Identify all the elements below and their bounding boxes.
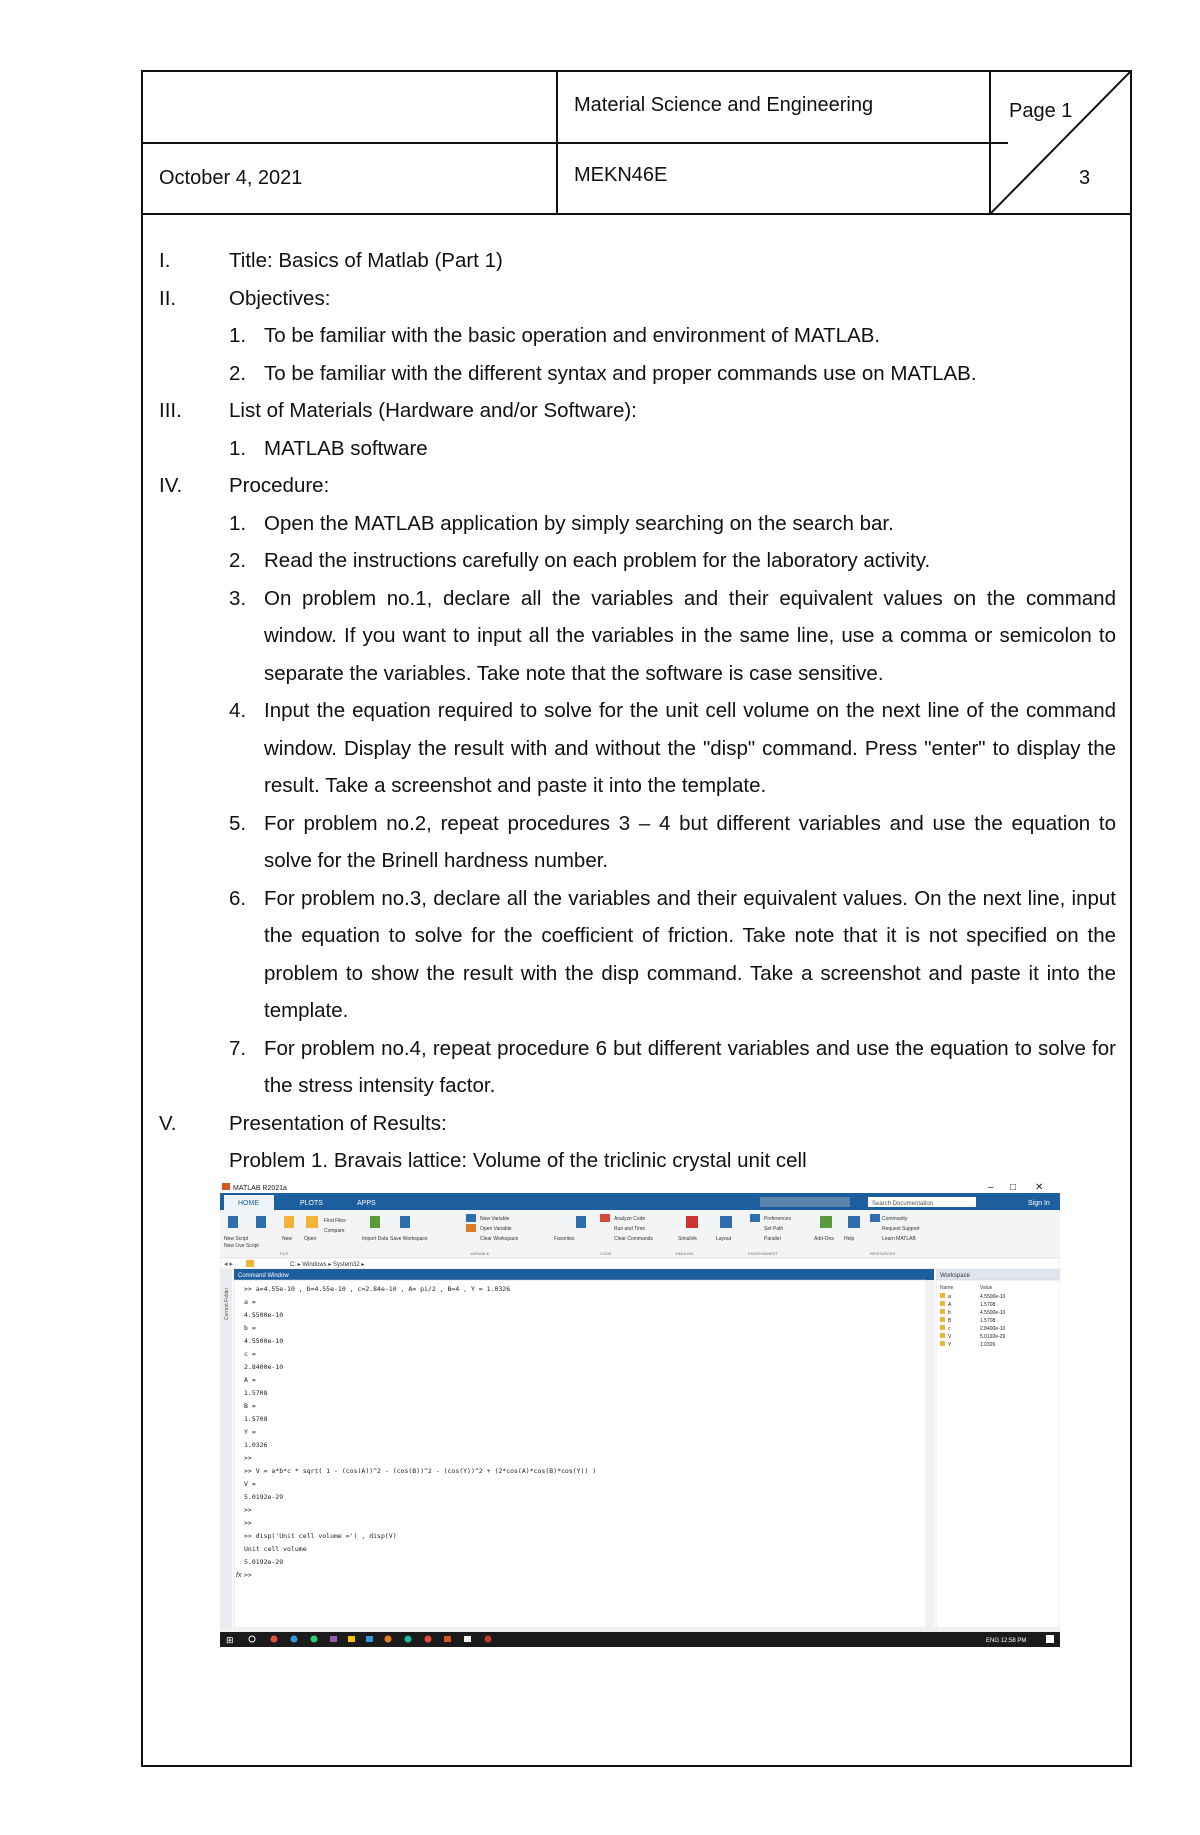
list-text: Input the equation required to solve for the unit cell volume on the next line of the command window. Display the result with and without the "disp" command. Press "enter" to display the result. Take a screenshot and paste it into the template.: [264, 699, 1116, 797]
section-numeral: IV.: [159, 474, 183, 497]
toolbar-analyze-code[interactable]: Analyze Code: [614, 1216, 646, 1222]
console-line: b =: [244, 1324, 256, 1332]
list-item: [143, 1030, 1130, 1105]
console-line: A =: [244, 1376, 256, 1384]
document-body: [143, 242, 1130, 1180]
workspace-panel[interactable]: [936, 1280, 1060, 1628]
toolbar-new[interactable]: New: [282, 1236, 293, 1242]
console-line: Y =: [244, 1428, 256, 1436]
list-number: 4.: [229, 699, 247, 722]
console-line: 5.0192e-29: [244, 1493, 284, 1501]
section-heading: List of Materials (Hardware and/or Software):: [229, 399, 637, 422]
console-line: 1.5708: [244, 1389, 268, 1397]
list-text: For problem no.2, repeat procedures 3 – 4 but different variables and use the equation to solve for the Brinell hardness number.: [264, 811, 1116, 872]
current-path[interactable]: C: ▸ Windows ▸ System32 ▸: [290, 1262, 365, 1268]
workspace-title: Workspace: [940, 1273, 970, 1279]
toolbar-add-ons[interactable]: Add-Ons: [814, 1236, 834, 1242]
matlab-screenshot: [220, 1180, 1060, 1647]
list-item: [143, 355, 1130, 393]
maximize-icon[interactable]: □: [1010, 1182, 1017, 1193]
list-item: [143, 430, 1130, 468]
section-numeral: III.: [159, 399, 182, 422]
toolbar-favorites[interactable]: Favorites: [554, 1236, 575, 1242]
workspace-var-name[interactable]: a: [948, 1294, 951, 1300]
course-name: Material Science and Engineering: [574, 94, 874, 116]
course-code: MEKN46E: [574, 164, 668, 186]
toolbar-open[interactable]: Open: [304, 1236, 317, 1242]
minimize-icon[interactable]: –: [988, 1182, 994, 1193]
command-window-title: Command Window: [238, 1273, 289, 1279]
workspace-header-name[interactable]: Name: [940, 1285, 954, 1291]
list-item: [143, 580, 1130, 693]
page-number: 3: [1079, 167, 1091, 189]
console-line: c =: [244, 1350, 256, 1358]
list-number: 5.: [229, 811, 247, 835]
section-materials: [143, 392, 1130, 430]
console-line: 1.5708: [244, 1415, 268, 1423]
group-code: CODE: [600, 1251, 612, 1256]
notification-icon[interactable]: [1046, 1635, 1054, 1643]
list-item: [143, 880, 1130, 1030]
workspace-var-value: 1.5708: [980, 1318, 996, 1324]
console-line: Unit cell volume: [244, 1545, 307, 1553]
toolbar-help[interactable]: Help: [844, 1236, 855, 1242]
list-text: For problem no.4, repeat procedure 6 but different variables and use the equation to solve for the stress intensity factor.: [264, 1036, 1116, 1097]
list-number: 2.: [229, 549, 247, 572]
toolbar-simulink[interactable]: Simulink: [678, 1236, 697, 1242]
console-line: B =: [244, 1402, 256, 1410]
toolbar-learn-matlab[interactable]: Learn MATLAB: [882, 1236, 916, 1242]
list-text: To be familiar with the different syntax and proper commands use on MATLAB.: [264, 361, 977, 385]
list-text: To be familiar with the basic operation and environment of MATLAB.: [264, 324, 881, 347]
close-icon[interactable]: ✕: [1035, 1182, 1044, 1193]
toolbar-layout[interactable]: Layout: [716, 1236, 732, 1242]
toolbar-save-workspace[interactable]: Save Workspace: [390, 1236, 428, 1242]
fx-icon: fx: [236, 1572, 242, 1579]
section-numeral: II.: [159, 286, 177, 310]
list-number: 6.: [229, 886, 247, 910]
console-line: 4.5500e-10: [244, 1337, 284, 1345]
list-number: 1.: [229, 324, 247, 347]
document-frame: [141, 70, 1132, 1767]
list-item: [143, 505, 1130, 543]
search-placeholder: Search Documentation: [872, 1201, 934, 1207]
windows-taskbar: [220, 1632, 1060, 1647]
command-window[interactable]: [234, 1280, 926, 1628]
workspace-var-value: 1.5708: [980, 1302, 996, 1308]
toolbar-new-variable[interactable]: New Variable: [480, 1216, 510, 1222]
section-heading: Presentation of Results:: [229, 1111, 447, 1135]
toolbar-compare[interactable]: Compare: [324, 1228, 345, 1234]
list-item: [143, 805, 1130, 880]
toolbar-preferences[interactable]: Preferences: [764, 1216, 791, 1222]
console-line: >> a=4.55e-10 , b=4.55e-10 , c=2.84e-10 , A= pi/2 , B=4 , Y = 1.0326: [244, 1285, 511, 1293]
toolbar-set-path[interactable]: Set Path: [764, 1226, 784, 1232]
command-window-scrollbar[interactable]: [926, 1280, 934, 1628]
console-line: >>: [244, 1571, 252, 1579]
tab-home[interactable]: HOME: [238, 1200, 259, 1207]
page-label: Page 1: [1009, 100, 1073, 122]
header-bottom-border: [143, 213, 1130, 215]
workspace-var-value: 5.0192e-29: [980, 1334, 1006, 1340]
console-line: 1.0326: [244, 1441, 268, 1449]
workspace-var-name[interactable]: B: [948, 1318, 952, 1324]
toolbar-clear-commands[interactable]: Clear Commands: [614, 1236, 653, 1242]
workspace-var-value: 4.5500e-10: [980, 1294, 1006, 1300]
list-text: For problem no.3, declare all the variables and their equivalent values. On the next line, input the equation to solve for the coefficient of friction. Take note that it is not specified on the problem to show the result with the disp command. Take a screenshot and paste it into the template.: [264, 886, 1116, 1022]
list-item: [143, 692, 1130, 805]
toolbar-clear-workspace[interactable]: Clear Workspace: [480, 1236, 519, 1242]
console-line: >>: [244, 1519, 252, 1527]
list-text: MATLAB software: [264, 436, 428, 460]
console-line: 5.0192e-29: [244, 1558, 284, 1566]
console-line: >> disp('Unit cell volume =') , disp(V): [244, 1532, 397, 1540]
header-column-divider: [556, 72, 558, 215]
taskbar-clock: ENG 12:58 PM: [986, 1638, 1027, 1644]
section-title: [143, 242, 1130, 280]
header-diagonal-line: [991, 72, 1130, 215]
list-text: On problem no.1, declare all the variables and their equivalent values on the command window. If you want to input all the variables in the same line, use a comma or semicolon to separate the variables. Take note that the software is case sensitive.: [264, 586, 1116, 685]
toolbar-open-variable[interactable]: Open Variable: [480, 1226, 512, 1232]
problem-label: Problem 1. Bravais lattice: Volume of the triclinic crystal unit cell: [229, 1149, 807, 1172]
workspace-header-value[interactable]: Value: [980, 1285, 993, 1291]
workspace-var-name[interactable]: c: [948, 1326, 951, 1332]
list-number: 1.: [229, 511, 247, 535]
toolbar-community[interactable]: Community: [882, 1216, 908, 1222]
console-line: >>: [244, 1454, 252, 1462]
list-text: Open the MATLAB application by simply searching on the search bar.: [264, 511, 894, 535]
date: October 4, 2021: [159, 167, 303, 189]
console-line: >>: [244, 1506, 252, 1514]
tab-apps[interactable]: APPS: [357, 1200, 376, 1207]
folder-icon: [246, 1260, 254, 1267]
list-item: [143, 542, 1130, 580]
toolbar-parallel[interactable]: Parallel: [764, 1236, 781, 1242]
sign-in-link[interactable]: Sign In: [1028, 1200, 1050, 1207]
list-number: 7.: [229, 1036, 247, 1060]
toolbar-import-data[interactable]: Import Data: [362, 1236, 389, 1242]
toolbar-find-files[interactable]: Find Files: [324, 1218, 346, 1224]
workspace-var-value: 2.8400e-10: [980, 1326, 1006, 1332]
workspace-var-value: 4.5500e-10: [980, 1310, 1006, 1316]
console-line: 2.8400e-10: [244, 1363, 284, 1371]
toolbar-request-support[interactable]: Request Support: [882, 1226, 920, 1232]
header-divider: [143, 142, 1008, 144]
list-item: [143, 317, 1130, 355]
list-text: Read the instructions carefully on each problem for the laboratory activity.: [264, 549, 931, 572]
workspace-var-name[interactable]: b: [948, 1310, 951, 1316]
quick-access-bar: [760, 1197, 850, 1207]
toolbar-run-and-time[interactable]: Run and Time: [614, 1226, 646, 1232]
current-folder-label[interactable]: Current Folder: [224, 1287, 230, 1320]
header-table: [143, 72, 1130, 215]
section-heading: Title: Basics of Matlab (Part 1): [229, 249, 503, 272]
section-procedure: [143, 467, 1130, 505]
group-environment: ENVIRONMENT: [748, 1251, 778, 1256]
group-variable: VARIABLE: [470, 1251, 490, 1256]
section-heading: Procedure:: [229, 474, 330, 497]
workspace-var-value: 1.0326: [980, 1342, 996, 1348]
section-numeral: I.: [159, 249, 171, 272]
matlab-title: MATLAB R2021a: [233, 1185, 287, 1192]
toolbar-new-script[interactable]: New Script: [224, 1236, 249, 1242]
list-number: 3.: [229, 586, 247, 610]
section-numeral: V.: [159, 1111, 177, 1135]
workspace-var-name[interactable]: Y: [948, 1342, 952, 1348]
console-line: 4.5500e-10: [244, 1311, 284, 1319]
workspace-var-name[interactable]: V: [948, 1334, 952, 1340]
workspace-var-name[interactable]: A: [948, 1302, 952, 1308]
group-simulink: SIMULINK: [675, 1251, 694, 1256]
section-results: [143, 1105, 1130, 1143]
console-line: >> V = a*b*c * sqrt( 1 - (cos(A))^2 - (cos(B))^2 - (cos(Y))^2 + (2*cos(A)*cos(B)*cos(Y)) ): [244, 1467, 597, 1475]
console-line: a =: [244, 1298, 256, 1306]
console-line: V =: [244, 1480, 256, 1488]
list-number: 1.: [229, 436, 247, 460]
section-objectives: [143, 280, 1130, 318]
toolbar-new-live-script[interactable]: New Live Script: [224, 1243, 259, 1249]
list-number: 2.: [229, 361, 247, 385]
back-icon[interactable]: ◂ ▸: [224, 1261, 233, 1268]
section-heading: Objectives:: [229, 286, 331, 310]
windows-start-icon[interactable]: ⊞: [226, 1635, 234, 1645]
group-resources: RESOURCES: [870, 1251, 896, 1256]
group-file: FILE: [280, 1251, 289, 1256]
tab-plots[interactable]: PLOTS: [300, 1200, 323, 1207]
